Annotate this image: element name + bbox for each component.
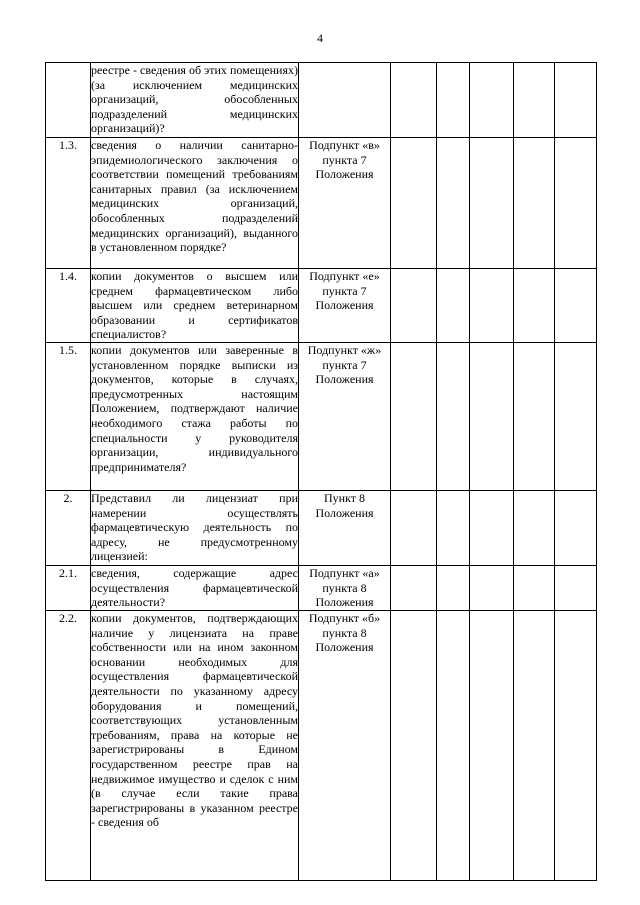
table-row [46,611,597,881]
legal-reference: Пункт 8 Положения [299,491,391,566]
legal-reference: Подпункт «в» пункта 7 Положения [299,138,391,269]
answer-cell[interactable] [470,611,514,881]
item-number: 1.3. [46,138,91,269]
answer-cell[interactable] [555,269,597,343]
legal-reference: Подпункт «е» пункта 7 Положения [299,269,391,343]
answer-cell[interactable] [514,269,555,343]
requirement-text: копии документов о высшем или среднем фармацевтическом либо высшем или среднем ветеринарном образовании и сертификатов специалистов? [91,269,298,342]
table-row [46,269,597,343]
item-number: 2. [46,491,91,566]
item-number [46,63,91,138]
answer-cell[interactable] [391,138,437,269]
answer-cell[interactable] [555,491,597,566]
answer-cell[interactable] [514,566,555,611]
table-row [46,343,597,491]
item-number: 1.5. [46,343,91,491]
answer-cell[interactable] [514,63,555,138]
requirement-text: сведения, содержащие адрес осуществления фармацевтической деятельности? [91,566,298,610]
answer-cell[interactable] [437,138,470,269]
requirement-text: копии документов или заверенные в установленном порядке выписки из документов, которые в случаях, предусмотренных настоящим Положением, подтверждают наличие необходимого стажа работы по специальности у руководителя организации, индивидуального предпринимателя? [91,343,299,491]
answer-cell[interactable] [555,611,597,881]
answer-cell[interactable] [470,566,514,611]
answer-cell[interactable] [437,491,470,566]
answer-cell[interactable] [514,138,555,269]
checklist-table [45,62,597,881]
requirement-text: реестре - сведения об этих помещениях) (за исключением медицинских организаций, обособленных подразделений медицинских организаций)? [91,63,299,138]
requirement-text: Представил ли лицензиат при намерении осуществлять фармацевтическую деятельность по адресу, не предусмотренному лицензией: [91,491,299,566]
answer-cell[interactable] [470,63,514,138]
answer-cell[interactable] [391,491,437,566]
answer-cell[interactable] [437,566,470,611]
legal-reference [299,63,391,138]
table-row [46,566,597,611]
requirement-text: сведения о наличии санитарно-эпидемиологического заключения о соответствии помещений требованиям санитарных правил (за исключением медицинских организаций, обособленных подразделений медицинских организаций), выданного в установленном порядке? [91,138,299,269]
answer-cell[interactable] [514,491,555,566]
requirement-text: копии документов, подтверждающих наличие у лицензиата на праве собственности или на ином законном основании необходимых для осуществления фармацевтической деятельности по указанному адресу оборудования и помещений, соответствующих установленным требованиям, права на которые не зарегистрированы в Едином государственном реестре прав на недвижимое имущество и сделок с ним (в случае если такие права зарегистрированы в указанном реестре - сведения об [91,611,299,881]
table-row [46,138,597,269]
answer-cell[interactable] [555,138,597,269]
page-number: 4 [317,31,323,45]
answer-cell[interactable] [470,343,514,491]
item-number: 2.2. [46,611,91,881]
answer-cell[interactable] [437,269,470,343]
answer-cell[interactable] [470,491,514,566]
table-row [46,491,597,566]
answer-cell[interactable] [470,138,514,269]
table-row [46,63,597,138]
answer-cell[interactable] [391,611,437,881]
answer-cell[interactable] [470,269,514,343]
answer-cell[interactable] [514,343,555,491]
answer-cell[interactable] [555,63,597,138]
answer-cell[interactable] [555,343,597,491]
legal-reference: Подпункт «а» пункта 8 Положения [299,566,391,611]
answer-cell[interactable] [437,611,470,881]
item-number: 1.4. [46,269,91,343]
answer-cell[interactable] [437,343,470,491]
answer-cell[interactable] [391,566,437,611]
answer-cell[interactable] [437,63,470,138]
answer-cell[interactable] [391,269,437,343]
legal-reference: Подпункт «б» пункта 8 Положения [299,611,391,881]
answer-cell[interactable] [514,611,555,881]
legal-reference: Подпункт «ж» пункта 7 Положения [299,343,391,491]
answer-cell[interactable] [555,566,597,611]
item-number: 2.1. [46,566,91,611]
answer-cell[interactable] [391,343,437,491]
answer-cell[interactable] [391,63,437,138]
